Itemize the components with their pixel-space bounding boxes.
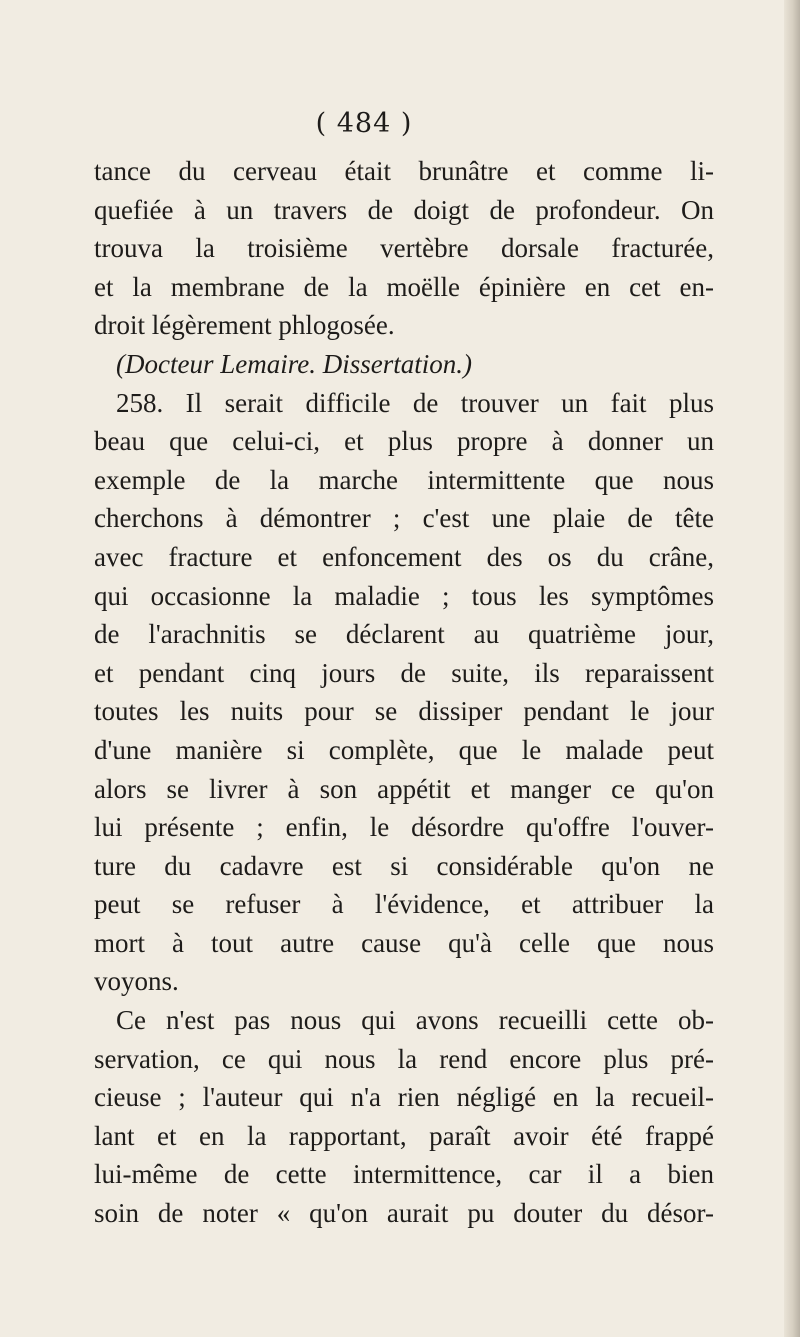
citation: (Docteur Lemaire. Dissertation.) [116, 348, 472, 379]
text-line: peut se refuser à l'évidence, et attribuer la [94, 889, 714, 920]
text-line: lui-même de cette intermittence, car il a bien [94, 1159, 714, 1190]
text-line: soin de noter « qu'on aurait pu douter du désor- [94, 1198, 714, 1229]
paragraph-start-line: 258. Il serait difficile de trouver un fait plus [116, 387, 714, 418]
text-line: lui présente ; enfin, le désordre qu'offre l'ouver- [94, 812, 714, 843]
text-line: cherchons à démontrer ; c'est une plaie de tête [94, 503, 714, 534]
text-line: et la membrane de la moëlle épinière en cet en- [94, 271, 714, 302]
text-line: trouva la troisième vertèbre dorsale fracturée, [94, 233, 714, 264]
text-line: beau que celui-ci, et plus propre à donner un [94, 426, 714, 457]
text-line: et pendant cinq jours de suite, ils reparaissent [94, 657, 714, 688]
page-number: ( 484 ) [315, 108, 413, 139]
text-line: mort à tout autre cause qu'à celle que nous [94, 927, 714, 958]
text-line: quefiée à un travers de doigt de profondeur. On [94, 194, 714, 225]
text-line: qui occasionne la maladie ; tous les symptômes [94, 580, 714, 611]
text-line: toutes les nuits pour se dissiper pendant le jour [94, 696, 714, 727]
text-line: lant et en la rapportant, paraît avoir été frappé [94, 1120, 714, 1151]
text-line: de l'arachnitis se déclarent au quatrième jour, [94, 619, 714, 650]
text-line: droit légèrement phlogosée. [94, 310, 395, 341]
text-line: servation, ce qui nous la rend encore plus pré- [94, 1043, 714, 1074]
paragraph-start-line: Ce n'est pas nous qui avons recueilli cette ob- [116, 1005, 714, 1036]
text-line: avec fracture et enfoncement des os du crâne, [94, 541, 714, 572]
text-line: d'une manière si complète, que le malade peut [94, 734, 714, 765]
text-line: exemple de la marche intermittente que nous [94, 464, 714, 495]
text-line: ture du cadavre est si considérable qu'on ne [94, 850, 714, 881]
text-line: tance du cerveau était brunâtre et comme li- [94, 156, 714, 186]
text-line: voyons. [94, 966, 179, 997]
body-text [94, 152, 714, 1233]
text-line: alors se livrer à son appétit et manger ce qu'on [94, 773, 714, 804]
page-edge [784, 0, 800, 1337]
text-line: cieuse ; l'auteur qui n'a rien négligé en la recueil- [94, 1082, 714, 1113]
